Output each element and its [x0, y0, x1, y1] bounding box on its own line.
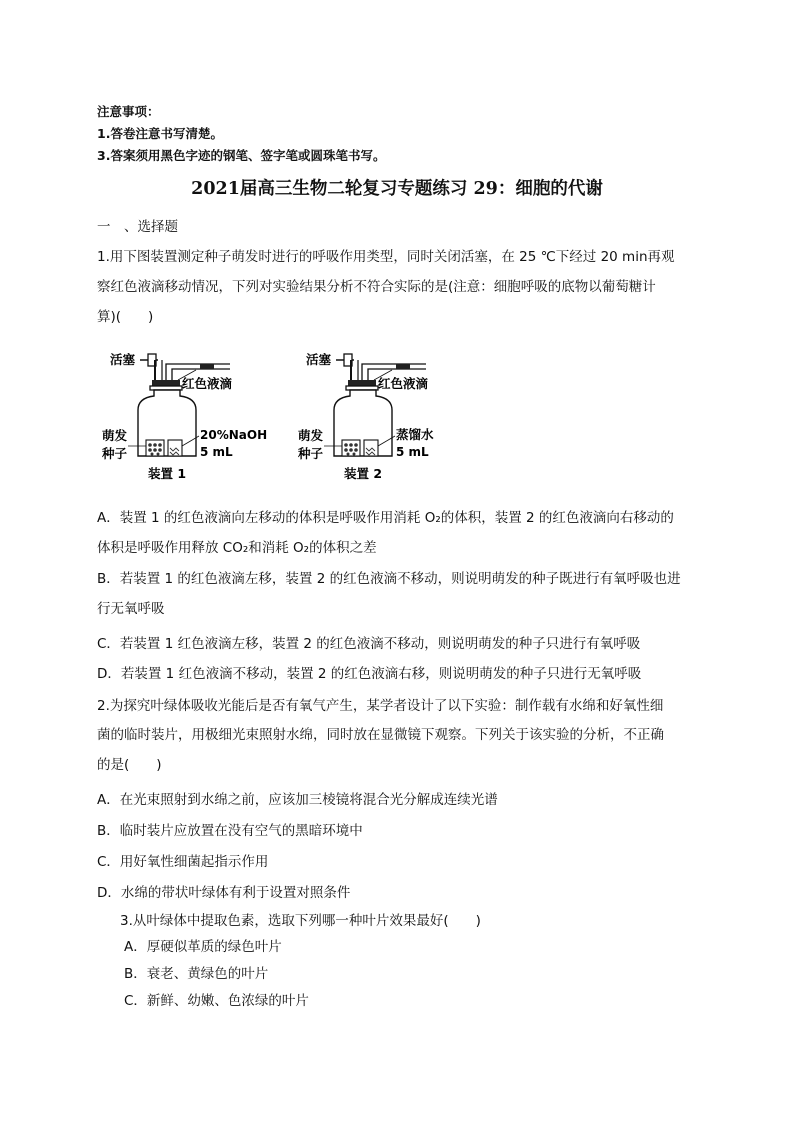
q2-stem-line-2: 菌的临时装片，用极细光束照射水绵，同时放在显微镜下观察。下列关于该实验的分析，不正确 [97, 727, 664, 743]
apparatus-1-solution-label: 20%NaOH [200, 428, 268, 442]
apparatus-1-seed-label-2: 种子 [102, 446, 128, 461]
notice-heading: 注意事项： [97, 104, 160, 119]
apparatus-2 [297, 352, 434, 481]
q3-option-b: B．衰老、黄绿色的叶片 [124, 966, 269, 982]
q1-option-a-line-2: 体积是呼吸作用释放 CO₂和消耗 O₂的体积之差 [97, 540, 377, 556]
apparatus-2-caption: 装置 2 [344, 466, 383, 481]
q1-option-b-line-1: B．若装置 1 的红色液滴左移，装置 2 的红色液滴不移动，则说明萌发的种子既进行有氧呼吸也进 [97, 571, 681, 587]
section-heading: 一 、选择题 [97, 219, 178, 235]
q2-option-d: D．水绵的带状叶绿体有利于设置对照条件 [97, 885, 351, 901]
q3-option-c: C．新鲜、幼嫩、色浓绿的叶片 [124, 993, 309, 1009]
q1-stem-line-2: 察红色液滴移动情况，下列对实验结果分析不符合实际的是(注意：细胞呼吸的底物以葡萄糖计 [97, 279, 656, 295]
notice-item-1: 1.答卷注意书写清楚。 [97, 126, 223, 141]
apparatus-2-red-drop [396, 364, 410, 369]
apparatus-2-seed-label-1: 萌发 [298, 428, 324, 443]
q2-option-b: B．临时装片应放置在没有空气的黑暗环境中 [97, 823, 363, 839]
apparatus-1-valve-label: 活塞 [110, 352, 136, 367]
q1-option-a-line-1: A．装置 1 的红色液滴向左移动的体积是呼吸作用消耗 O₂的体积，装置 2 的红色液滴向右移动的 [97, 510, 674, 526]
notice-item-3: 3.答案须用黑色字迹的钢笔、签字笔或圆珠笔书写。 [97, 148, 386, 163]
q1-option-c: C．若装置 1 红色液滴左移，装置 2 的红色液滴不移动，则说明萌发的种子只进行有氧呼吸 [97, 636, 641, 652]
apparatus-1-red-drop [200, 364, 214, 369]
apparatus-2-drop-label: 红色液滴 [378, 376, 429, 391]
page-title: 2021届高三生物二轮复习专题练习 29：细胞的代谢 [191, 179, 603, 199]
q1-option-b-line-2: 行无氧呼吸 [97, 601, 165, 617]
q2-option-c: C．用好氧性细菌起指示作用 [97, 854, 269, 870]
apparatus-1-drop-label: 红色液滴 [182, 376, 233, 391]
respiration-apparatus-figure [100, 338, 460, 488]
apparatus-2-seed-label-2: 种子 [298, 446, 324, 461]
apparatus-2-volume-label: 5 mL [396, 445, 429, 459]
q2-option-a: A．在光束照射到水绵之前，应该加三棱镜将混合光分解成连续光谱 [97, 792, 498, 808]
q1-stem-line-3: 算)( ) [97, 309, 154, 325]
q2-stem-line-3: 的是( ) [97, 757, 162, 773]
apparatus-2-solution-label: 蒸馏水 [396, 427, 434, 442]
apparatus-1-seed-label-1: 萌发 [102, 428, 128, 443]
apparatus-1-volume-label: 5 mL [200, 445, 233, 459]
apparatus-2-valve-label: 活塞 [306, 352, 332, 367]
q1-stem-line-1: 1.用下图装置测定种子萌发时进行的呼吸作用类型，同时关闭活塞，在 25 ℃下经过 20 min再观 [97, 249, 675, 265]
q3-option-a: A．厚硬似革质的绿色叶片 [124, 939, 282, 955]
q1-option-d: D．若装置 1 红色液滴不移动，装置 2 的红色液滴右移，则说明萌发的种子只进行无氧呼吸 [97, 666, 642, 682]
apparatus-1-caption: 装置 1 [148, 466, 187, 481]
apparatus-1 [101, 352, 267, 481]
q2-stem-line-1: 2.为探究叶绿体吸收光能后是否有氧气产生，某学者设计了以下实验：制作载有水绵和好氧性细 [97, 698, 664, 714]
q3-stem: 3.从叶绿体中提取色素，选取下列哪一种叶片效果最好( ) [120, 913, 481, 929]
